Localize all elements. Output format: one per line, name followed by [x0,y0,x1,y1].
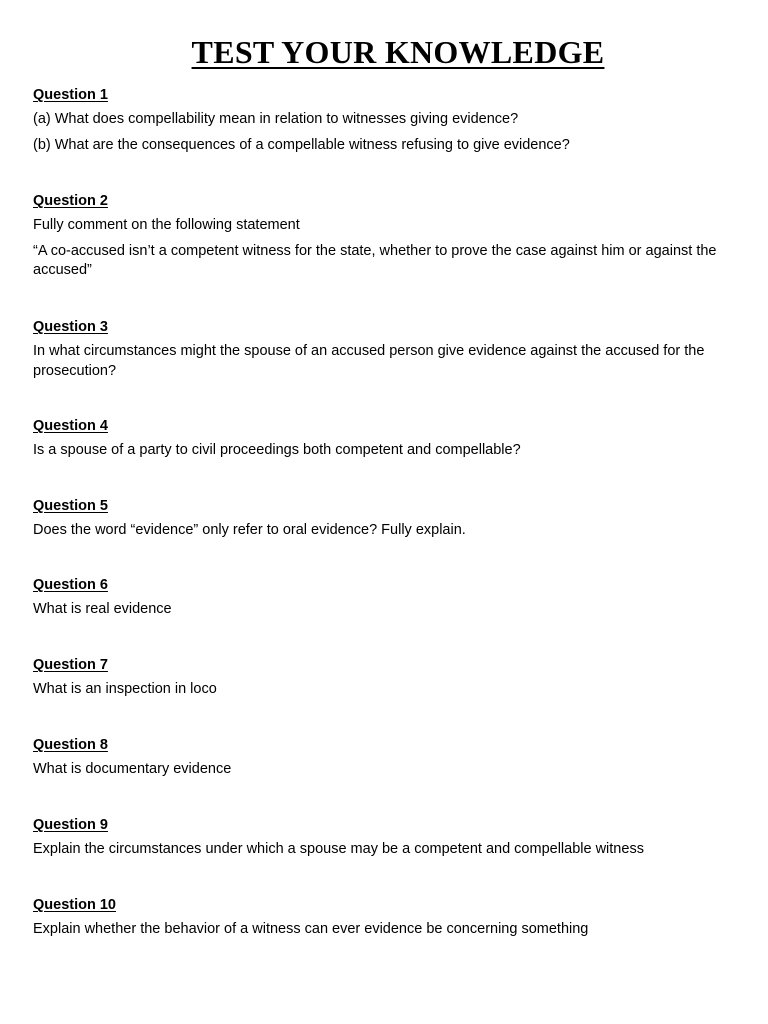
question-5 [33,497,733,541]
question-6 [33,576,733,620]
question-1 [33,86,733,155]
page-title: TEST YOUR KNOWLEDGE [191,34,605,70]
question-heading: Question 2 [33,193,108,209]
question-heading: Question 1 [33,87,108,103]
question-heading: Question 7 [33,657,108,673]
question-heading: Question 4 [33,418,108,434]
question-text: What is documentary evidence [33,761,232,777]
question-text: What is real evidence [33,601,172,617]
question-text: “A co-accused isn’t a competent witness for the state, whether to prove the case against him or against the accused” [33,242,717,278]
question-text: (b) What are the consequences of a compellable witness refusing to give evidence? [33,136,570,153]
question-text: Explain the circumstances under which a spouse may be a competent and compellable witness [33,841,644,857]
question-3 [33,318,733,381]
question-text: Explain whether the behavior of a witness can ever evidence be concerning something [33,921,589,937]
question-text: Is a spouse of a party to civil proceedings both competent and compellable? [33,442,521,458]
question-text: Does the word “evidence” only refer to oral evidence? Fully explain. [33,522,466,538]
question-text: (a) What does compellability mean in relation to witnesses giving evidence? [33,111,519,127]
question-2 [33,192,733,281]
question-9 [33,816,733,860]
question-text: What is an inspection in loco [33,681,217,697]
question-heading: Question 5 [33,498,108,514]
question-7 [33,656,733,700]
question-heading: Question 10 [33,897,116,913]
question-heading: Question 9 [33,817,108,833]
question-10 [33,896,733,940]
question-heading: Question 6 [33,577,108,593]
question-text: Fully comment on the following statement [33,217,300,233]
question-8 [33,736,733,780]
question-heading: Question 3 [33,319,108,335]
question-text: In what circumstances might the spouse of an accused person give evidence against the accused for the prosecution? [33,343,705,379]
question-4 [33,417,733,461]
question-heading: Question 8 [33,737,108,753]
